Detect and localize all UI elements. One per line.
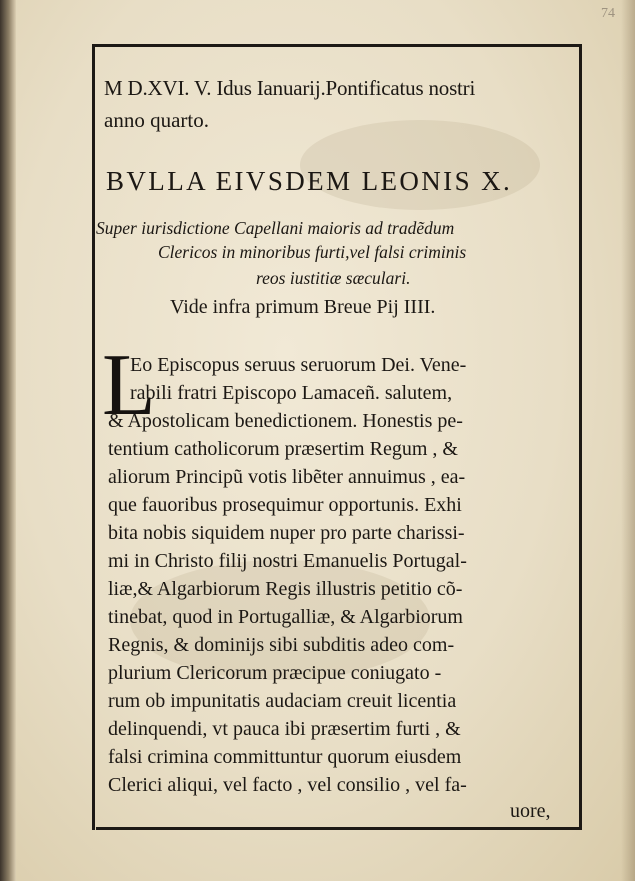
body-text-line: bita nobis siquidem nuper pro parte charissi- — [108, 522, 465, 544]
drop-cap: L — [102, 337, 156, 434]
header-line: M D.XVI. V. Idus Ianuarij.Pontificatus nostri — [104, 76, 476, 100]
header-line: anno quarto. — [104, 108, 209, 132]
body-text-line: mi in Christo filij nostri Emanuelis Portugal- — [108, 550, 467, 572]
page-edge-shadow — [621, 0, 635, 881]
body-text-line: rabili fratri Episcopo Lamaceñ. salutem, — [130, 382, 453, 404]
body-text-line: tinebat, quod in Portugalliæ, & Algarbiorum — [108, 606, 463, 628]
subtitle-line: reos iustitiæ sæculari. — [256, 268, 411, 288]
subtitle-line: Clericos in minoribus furti,vel falsi criminis — [158, 242, 467, 262]
body-text-line: plurium Clericorum præcipue coniugato - — [108, 662, 442, 684]
cross-reference: Vide infra primum Breue Pij IIII. — [170, 296, 436, 318]
bull-title: BVLLA EIVSDEM LEONIS X. — [106, 166, 513, 196]
body-text-line: liæ,& Algarbiorum Regis illustris petitio cõ- — [108, 578, 463, 600]
body-text-line: uore, — [510, 800, 551, 822]
subtitle-line: Super iurisdictione Capellani maioris ad tradẽdum — [96, 218, 455, 238]
body-text-line: Eo Episcopus seruus seruorum Dei. Vene- — [130, 354, 467, 376]
body-text-line: rum ob impunitatis audaciam creuit licentia — [108, 690, 457, 712]
body-text-line: tentium catholicorum præsertim Regum , & — [108, 438, 458, 460]
frame-rule-left — [92, 44, 95, 830]
body-text-line: Clerici aliqui, vel facto , vel consilio , vel fa- — [108, 774, 467, 796]
body-text-line: falsi crimina committuntur quorum eiusdem — [108, 746, 462, 768]
book-gutter — [0, 0, 16, 881]
body-text-line: aliorum Principũ votis libẽter annuimus , ea- — [108, 466, 466, 488]
page-number: 74 — [601, 6, 615, 21]
frame-rule-bottom — [96, 827, 580, 830]
body-text-line: delinquendi, vt pauca ibi præsertim furti , & — [108, 718, 461, 740]
body-text-line: & Apostolicam benedictionem. Honestis pe- — [108, 410, 463, 432]
body-text-line: que fauoribus prosequimur opportunis. Exhi — [108, 494, 462, 516]
frame-rule-right — [579, 44, 582, 830]
body-text-line: Regnis, & dominijs sibi subditis adeo com- — [108, 634, 455, 656]
frame-rule-top — [92, 44, 582, 47]
